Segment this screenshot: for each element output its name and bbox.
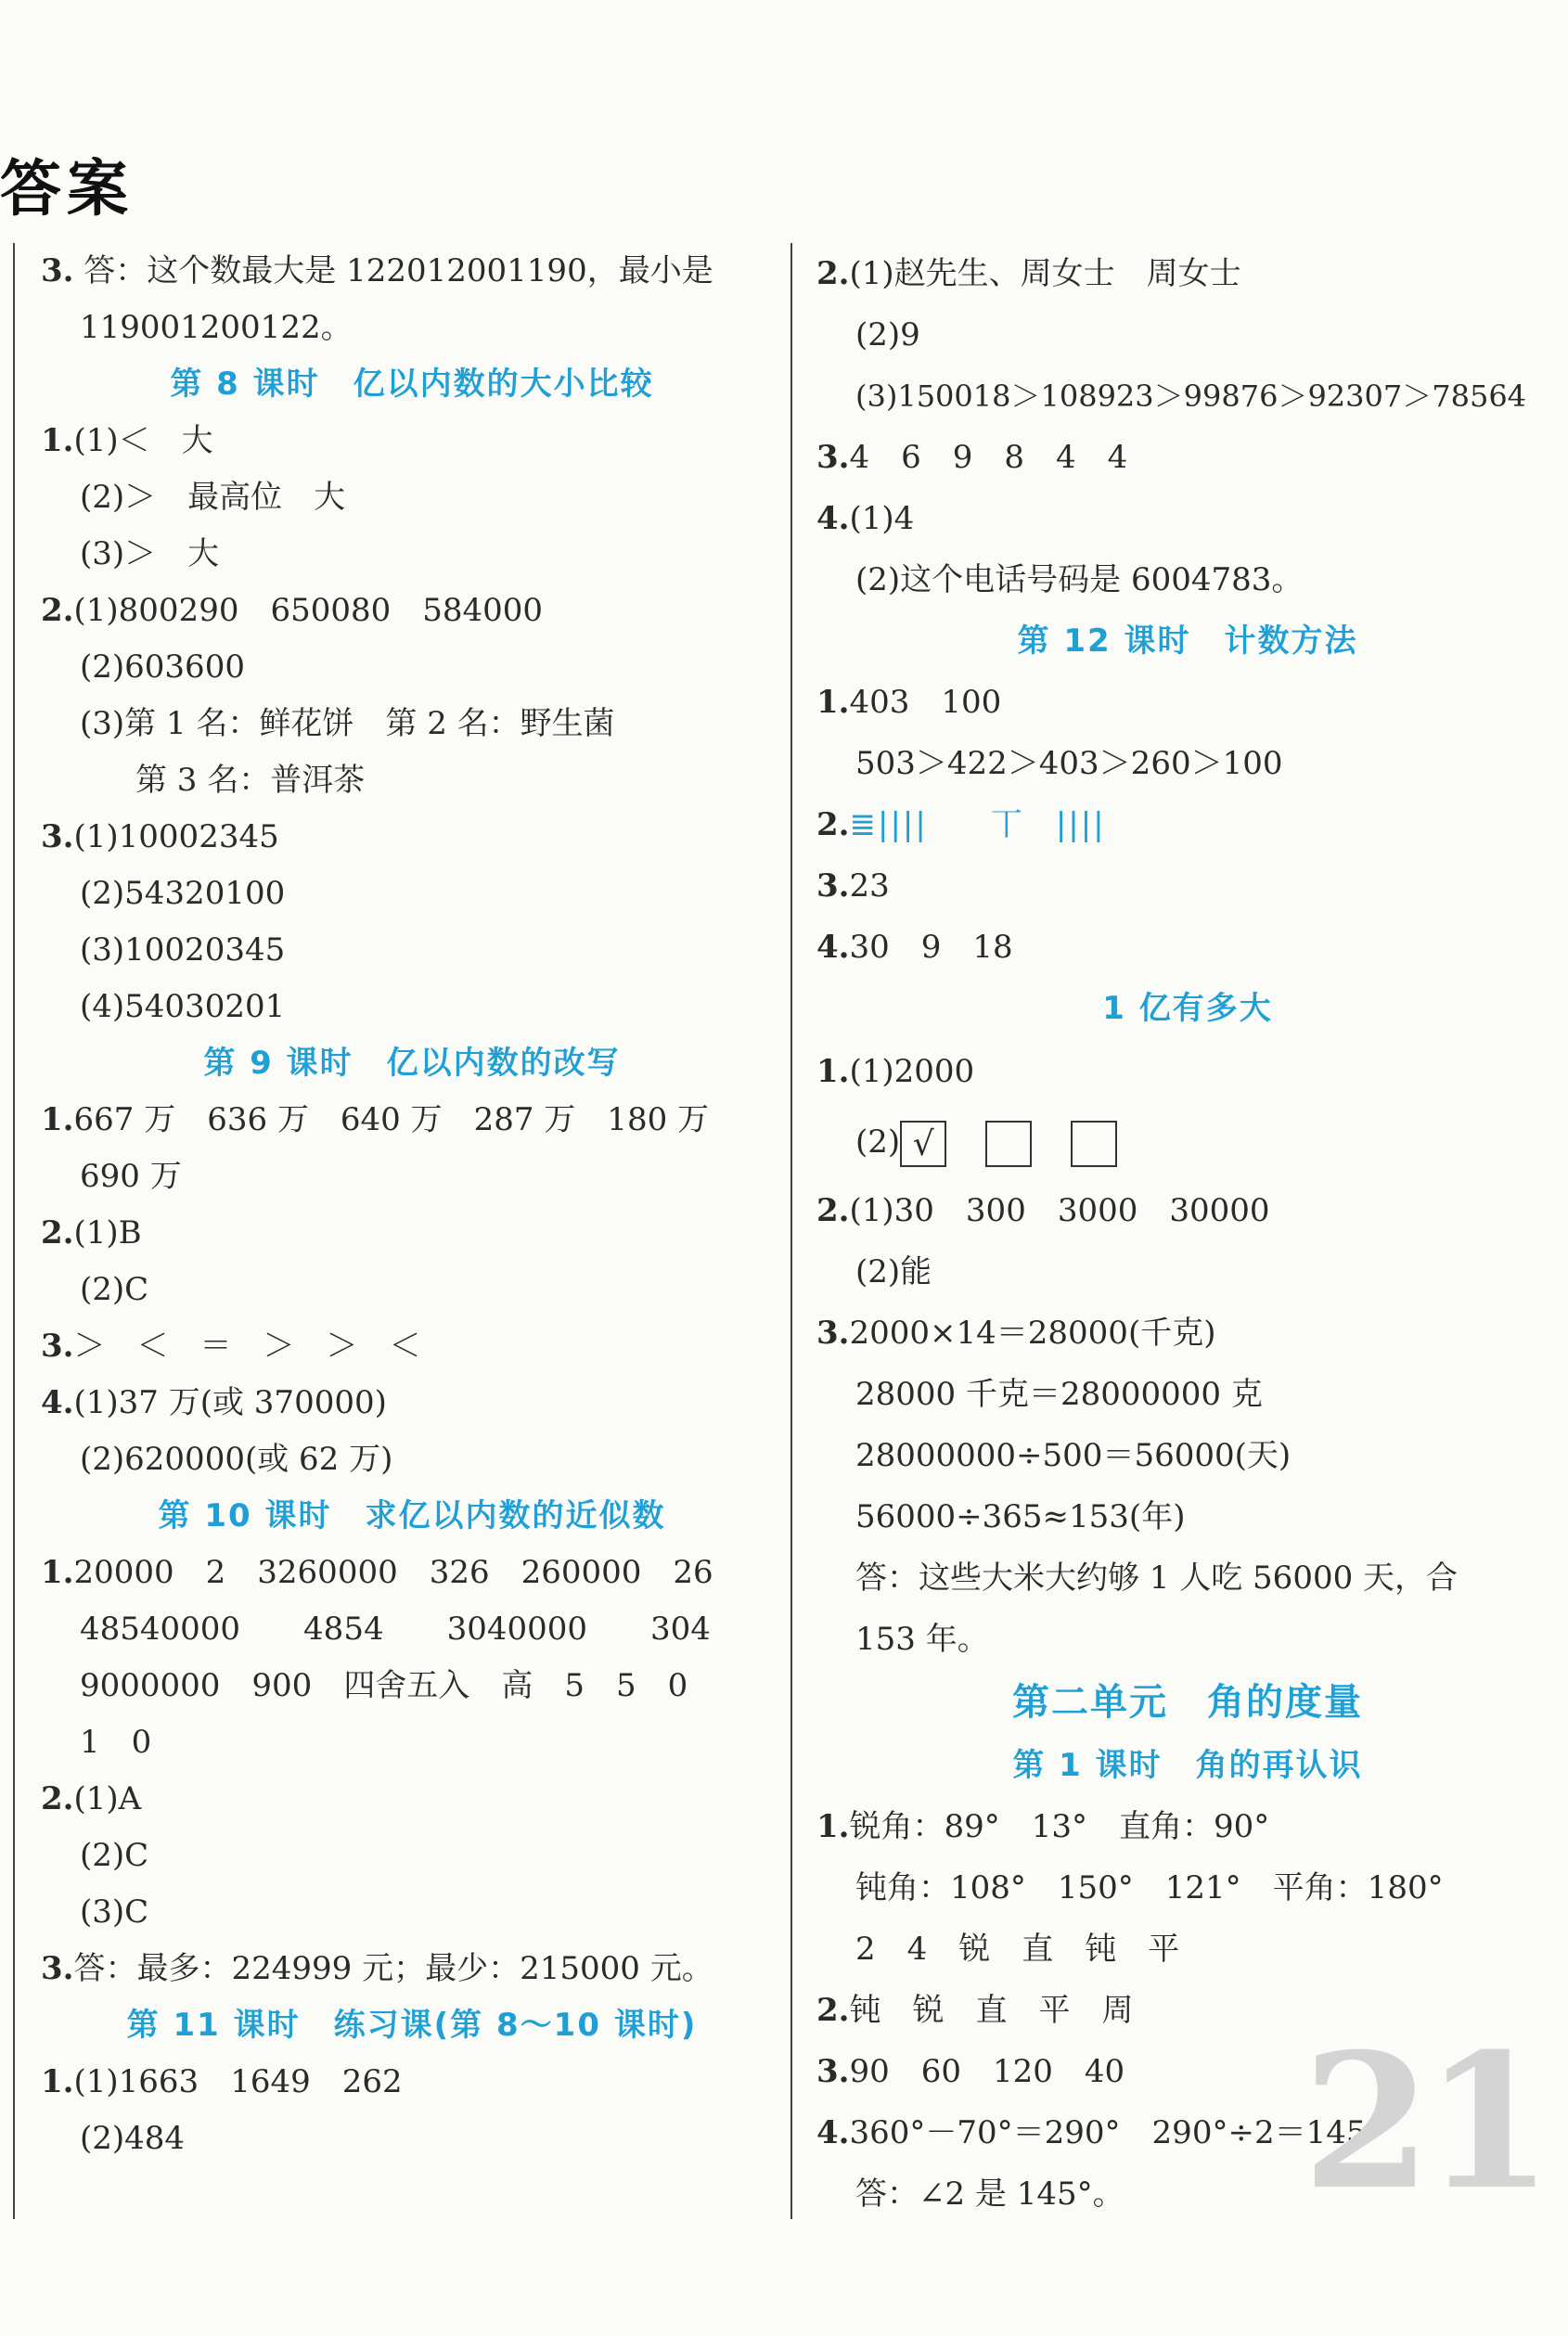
left-column: [41, 243, 783, 2167]
section-heading-lesson-11: 第 11 课时 练习课(第 8～10 课时): [126, 2007, 698, 2044]
right-column: [816, 243, 1559, 2231]
column-divider: [790, 243, 792, 2219]
answer-line: 48540000 4854 3040000 304: [80, 1611, 711, 1648]
left-margin-rule: [13, 243, 15, 2219]
answer-line: 503＞422＞403＞260＞100: [855, 745, 1283, 782]
page-number: 21: [1302, 2013, 1546, 2231]
answer-line: 4.30 9 18: [816, 929, 1013, 966]
answer-line: (3)150018＞108923＞99876＞92307＞78564: [855, 379, 1527, 414]
answer-line: 3.90 60 120 40: [816, 2053, 1125, 2090]
section-heading-lesson-1: 第 1 课时 角的再认识: [1012, 1747, 1363, 1784]
counting-rods-number: ≣||||: [849, 806, 928, 843]
answer-line: 56000÷365≈153(年): [855, 1498, 1186, 1535]
section-heading-lesson-9: 第 9 课时 亿以内数的改写: [203, 1045, 621, 1082]
answer-line: 3.(1)10002345: [41, 818, 279, 855]
answer-line: 2.钝 锐 直 平 周: [816, 1992, 1134, 2029]
answer-line: 第 3 名：普洱茶: [135, 762, 366, 799]
answer-line: 1.403 100: [816, 684, 1002, 721]
answer-line: 4.(1)37 万(或 370000): [41, 1384, 387, 1421]
answer-line: (2)54320100: [80, 875, 286, 912]
answer-line: (2)C: [80, 1271, 149, 1308]
answer-line: (2)484: [80, 2120, 186, 2157]
checkbox-checked: √: [900, 1121, 946, 1167]
answer-line: 28000 千克＝28000000 克: [855, 1376, 1263, 1413]
answer-line: 2.(1)800290 650080 584000: [41, 592, 544, 629]
answer-line: 2.≣|||| 丅 ||||: [816, 806, 1106, 843]
answer-line: 2.(1)30 300 3000 30000: [816, 1192, 1270, 1229]
answer-line: 3.23: [816, 867, 890, 905]
answer-line: 1.(1)＜ 大: [41, 422, 213, 459]
answer-line: 28000000÷500＝56000(天): [855, 1437, 1292, 1474]
answer-line: (2)这个电话号码是 6004783。: [855, 561, 1304, 598]
answer-line: 2.(1)A: [41, 1780, 142, 1817]
answer-line: 3.＞ ＜ ＝ ＞ ＞ ＜: [41, 1328, 421, 1365]
answer-line: 2.(1)B: [41, 1214, 142, 1251]
answer-line: 3.答：最多：224999 元；最少：215000 元。: [41, 1950, 713, 1987]
counting-rods-number: ||||: [1055, 806, 1106, 843]
answer-line: (3)C: [80, 1893, 149, 1931]
answer-line: 1.20000 2 3260000 326 260000 26: [41, 1554, 713, 1591]
answer-line: (2)C: [80, 1837, 149, 1874]
answer-line: 1.(1)2000: [816, 1053, 975, 1090]
answer-line: 4.360°－70°＝290° 290°÷2＝145°: [816, 2114, 1382, 2151]
answer-line: 3. 答：这个数最大是 122012001190，最小是: [41, 252, 713, 289]
answer-line: (2)9: [855, 316, 920, 353]
section-heading-lesson-12: 第 12 课时 计数方法: [1017, 623, 1358, 660]
answer-line: (3)10020345: [80, 931, 286, 969]
answer-line: 1.锐角：89° 13° 直角：90°: [816, 1808, 1270, 1845]
page-title: 答案: [0, 153, 134, 225]
answer-line: (2) √: [816, 1104, 1559, 1180]
answer-line: (3)第 1 名：鲜花饼 第 2 名：野生菌: [80, 705, 615, 742]
answer-line: (2)603600: [80, 648, 245, 686]
section-heading-lesson-8: 第 8 课时 亿以内数的大小比较: [170, 366, 654, 403]
answer-line: 1.(1)1663 1649 262: [41, 2063, 403, 2100]
answer-line: 3.4 6 9 8 4 4: [816, 439, 1128, 476]
answer-line: 3.2000×14＝28000(千克): [816, 1315, 1216, 1352]
answer-line: 答：这些大米大约够 1 人吃 56000 天，合: [855, 1559, 1459, 1597]
answer-line: (2)620000(或 62 万): [80, 1441, 393, 1478]
answer-line: 2.(1)赵先生、周女士 周女士: [816, 255, 1241, 292]
checkbox-empty: [985, 1121, 1032, 1167]
answer-line: (2)＞ 最高位 大: [80, 479, 346, 516]
section-heading-one-hundred-million: 1 亿有多大: [1102, 990, 1273, 1027]
unit-heading: 第二单元 角的度量: [1012, 1681, 1363, 1724]
counting-rods-number: 丅: [990, 806, 1024, 843]
answer-line: 9000000 900 四舍五入 高 5 5 0: [80, 1667, 688, 1704]
answer-line: (4)54030201: [80, 988, 286, 1025]
answer-line: (2)能: [855, 1253, 932, 1290]
answer-line: 答：∠2 是 145°。: [855, 2176, 1125, 2213]
answer-line: 119001200122。: [80, 309, 353, 346]
answer-line: 153 年。: [855, 1621, 989, 1658]
checkbox-empty: [1071, 1121, 1117, 1167]
answer-line: 1.667 万 636 万 640 万 287 万 180 万: [41, 1101, 710, 1138]
answer-line: (3)＞ 大: [80, 535, 220, 572]
answer-line: 2 4 锐 直 钝 平: [855, 1931, 1180, 1968]
answer-line: 4.(1)4: [816, 500, 915, 537]
answer-line: 1 0: [80, 1724, 152, 1761]
answer-line: 钝角：108° 150° 121° 平角：180°: [855, 1869, 1444, 1906]
answer-line: 690 万: [80, 1158, 182, 1195]
section-heading-lesson-10: 第 10 课时 求亿以内数的近似数: [158, 1497, 666, 1534]
